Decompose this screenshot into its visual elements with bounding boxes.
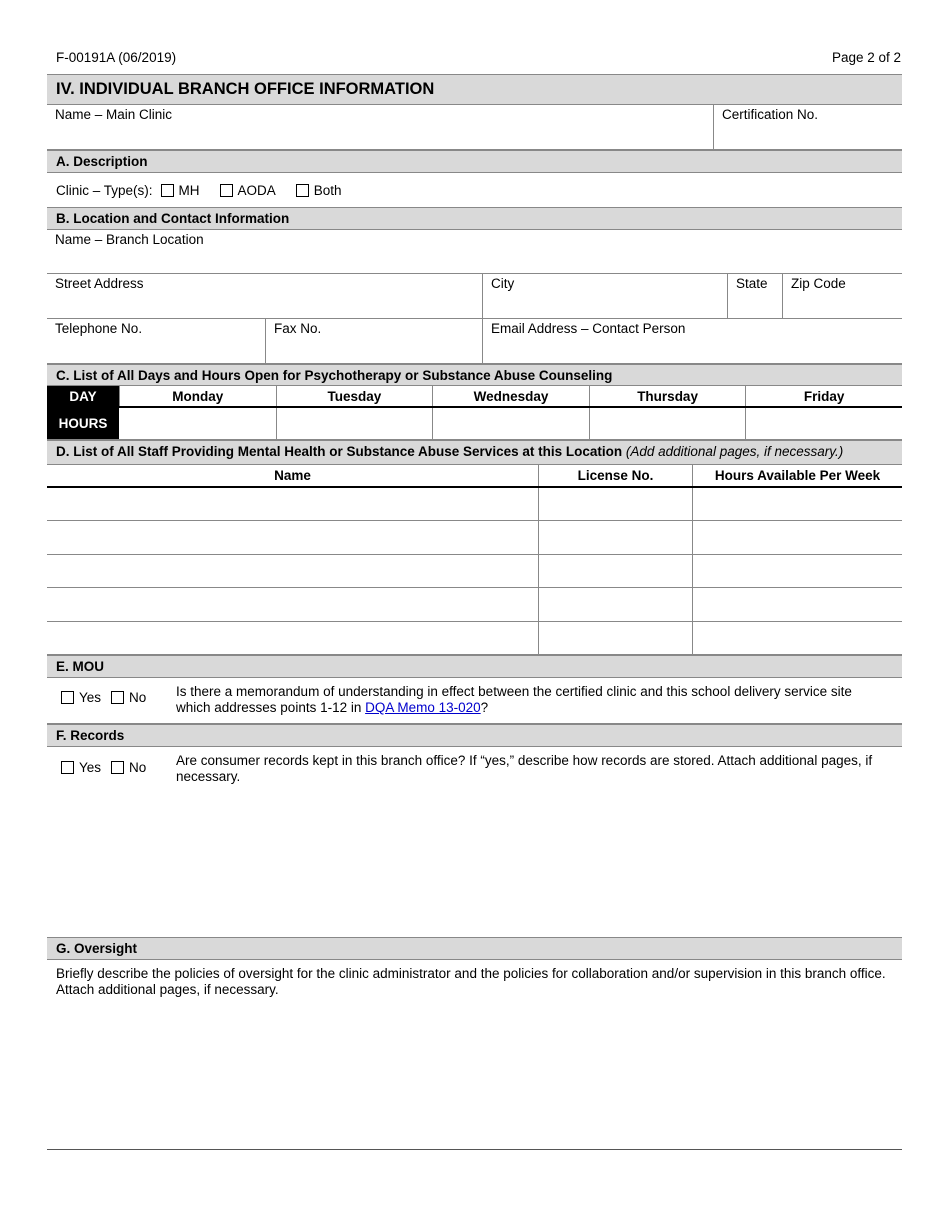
street-address-label: Street Address xyxy=(55,276,144,291)
oversight-answer-area[interactable] xyxy=(47,998,902,1128)
checkbox-square-icon[interactable] xyxy=(161,184,174,197)
records-block xyxy=(47,747,902,937)
mou-yes-label: Yes xyxy=(79,690,102,706)
section-g-title: G. Oversight xyxy=(47,937,902,960)
staff-license-field[interactable] xyxy=(538,622,692,654)
hours-monday-field[interactable] xyxy=(119,408,276,439)
name-main-clinic-field[interactable] xyxy=(47,105,713,149)
checkbox-square-icon[interactable] xyxy=(111,691,124,704)
checkbox-square-icon[interactable] xyxy=(61,761,74,774)
records-yes-checkbox[interactable] xyxy=(61,760,101,775)
name-branch-label: Name – Branch Location xyxy=(55,232,204,247)
bottom-rule xyxy=(47,1149,902,1150)
mou-yes-checkbox[interactable] xyxy=(61,690,101,705)
staff-name-field[interactable] xyxy=(47,488,538,520)
telephone-field[interactable] xyxy=(47,319,265,363)
page-header xyxy=(56,50,901,66)
section-iv-title: IV. INDIVIDUAL BRANCH OFFICE INFORMATION xyxy=(47,74,902,105)
state-field[interactable] xyxy=(727,274,782,318)
certification-no-field[interactable] xyxy=(713,105,902,149)
state-label: State xyxy=(736,276,768,291)
staff-license-field[interactable] xyxy=(538,488,692,520)
staff-name-field[interactable] xyxy=(47,622,538,654)
page-number: Page 2 of 2 xyxy=(831,50,901,65)
section-e-title: E. MOU xyxy=(47,655,902,678)
day-wednesday: Wednesday xyxy=(432,386,589,406)
records-row xyxy=(47,747,902,785)
staff-table-header xyxy=(47,465,902,488)
name-branch-field[interactable] xyxy=(47,230,902,273)
staff-hours-field[interactable] xyxy=(692,622,902,654)
hours-friday-field[interactable] xyxy=(745,408,902,439)
form-sheet xyxy=(47,74,902,1128)
mou-no-checkbox[interactable] xyxy=(111,690,146,705)
email-label: Email Address – Contact Person xyxy=(491,321,686,336)
checkbox-square-icon[interactable] xyxy=(61,691,74,704)
staff-hours-field[interactable] xyxy=(692,555,902,587)
section-d-title-text: D. List of All Staff Providing Mental Health or Substance Abuse Services at this Location xyxy=(56,444,623,459)
mou-question-text: Is there a memorandum of understanding in effect between the certified clinic and this school delivery service site which addresses points 1-12 in xyxy=(176,683,852,715)
checkbox-aoda[interactable] xyxy=(220,183,276,198)
day-thursday: Thursday xyxy=(589,386,746,406)
mou-question-end: ? xyxy=(480,699,489,715)
section-d-title xyxy=(47,440,902,465)
mou-block xyxy=(47,678,902,724)
table-row xyxy=(47,521,902,554)
hours-row xyxy=(47,408,902,440)
option-aoda-label: AODA xyxy=(237,182,276,198)
hours-wednesday-field[interactable] xyxy=(432,408,589,439)
table-row xyxy=(47,622,902,655)
city-label: City xyxy=(491,276,515,291)
checkbox-square-icon[interactable] xyxy=(296,184,309,197)
staff-name-field[interactable] xyxy=(47,588,538,620)
hours-label: HOURS xyxy=(47,408,119,439)
hours-tuesday-field[interactable] xyxy=(276,408,433,439)
branch-name-row xyxy=(47,230,902,274)
hours-thursday-field[interactable] xyxy=(589,408,746,439)
contact-row xyxy=(47,319,902,364)
dqa-memo-link[interactable]: DQA Memo 13-020 xyxy=(365,699,481,715)
table-row xyxy=(47,588,902,621)
staff-hours-field[interactable] xyxy=(692,521,902,553)
checkbox-both[interactable] xyxy=(296,183,342,198)
mou-row xyxy=(47,678,902,716)
mou-no-label: No xyxy=(129,690,147,706)
table-row xyxy=(47,488,902,521)
records-question: Are consumer records kept in this branch office? If “yes,” describe how records are stored. Attach additional pages, if necessary. xyxy=(176,752,873,784)
staff-hours-field[interactable] xyxy=(692,588,902,620)
staff-name-field[interactable] xyxy=(47,521,538,553)
telephone-label: Telephone No. xyxy=(55,321,143,336)
day-label: DAY xyxy=(47,386,119,406)
staff-license-field[interactable] xyxy=(538,521,692,553)
table-row xyxy=(47,555,902,588)
staff-hours-field[interactable] xyxy=(692,488,902,520)
oversight-text: Briefly describe the policies of oversight for the clinic administrator and the policies for collaboration and/or supervision in this branch office. Attach additional pages, if necessary. xyxy=(56,965,886,997)
checkbox-square-icon[interactable] xyxy=(111,761,124,774)
name-main-clinic-label: Name – Main Clinic xyxy=(55,107,173,122)
day-tuesday: Tuesday xyxy=(276,386,433,406)
staff-license-field[interactable] xyxy=(538,555,692,587)
col-name: Name xyxy=(274,468,311,483)
option-both-label: Both xyxy=(313,182,342,198)
days-header-row xyxy=(47,386,902,408)
address-row xyxy=(47,274,902,319)
option-mh-label: MH xyxy=(178,182,200,198)
records-yes-label: Yes xyxy=(79,760,102,776)
records-no-label: No xyxy=(129,760,147,776)
day-monday: Monday xyxy=(119,386,276,406)
section-c-title: C. List of All Days and Hours Open for Psychotherapy or Substance Abuse Counseling xyxy=(47,364,902,386)
records-choices xyxy=(61,753,176,783)
main-clinic-row xyxy=(47,105,902,150)
section-b-title: B. Location and Contact Information xyxy=(47,207,902,230)
certification-no-label: Certification No. xyxy=(722,107,819,122)
mou-question xyxy=(176,684,902,716)
fax-label: Fax No. xyxy=(274,321,322,336)
records-no-checkbox[interactable] xyxy=(111,760,146,775)
form-id: F-00191A (06/2019) xyxy=(56,50,177,65)
zip-code-label: Zip Code xyxy=(791,276,846,291)
zip-code-field[interactable] xyxy=(782,274,902,318)
checkbox-mh[interactable] xyxy=(161,183,200,198)
col-license: License No. xyxy=(538,465,692,486)
checkbox-square-icon[interactable] xyxy=(220,184,233,197)
section-d-note: (Add additional pages, if necessary.) xyxy=(625,444,844,459)
clinic-type-row xyxy=(47,173,902,207)
street-address-field[interactable] xyxy=(47,274,482,318)
email-field[interactable] xyxy=(482,319,902,363)
staff-name-field[interactable] xyxy=(47,555,538,587)
clinic-type-label: Clinic – Type(s): xyxy=(56,182,153,198)
col-hours: Hours Available Per Week xyxy=(692,465,902,486)
fax-field[interactable] xyxy=(265,319,482,363)
city-field[interactable] xyxy=(482,274,727,318)
mou-choices xyxy=(61,684,176,712)
section-f-title: F. Records xyxy=(47,724,902,747)
day-friday: Friday xyxy=(745,386,902,406)
staff-license-field[interactable] xyxy=(538,588,692,620)
section-a-title: A. Description xyxy=(47,150,902,173)
